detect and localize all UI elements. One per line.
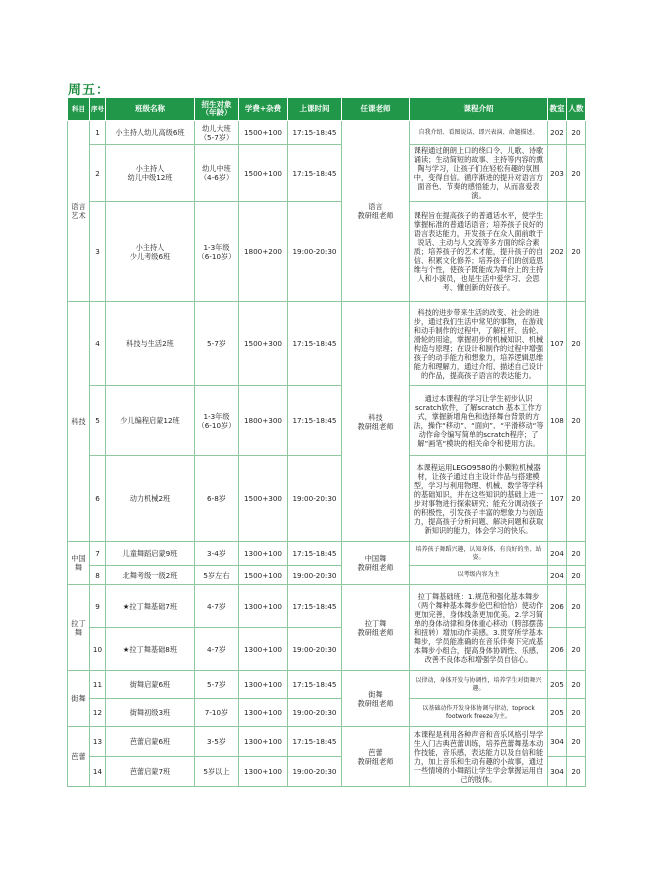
course-intro: 培养孩子舞蹈兴趣，认知身体，有良好的坐、站姿。: [410, 542, 548, 566]
class-name: 芭蕾启蒙7班: [106, 757, 195, 787]
class-count: 20: [567, 202, 586, 302]
class-room: 108: [548, 386, 567, 456]
row-no: 2: [90, 145, 106, 202]
class-room: 304: [548, 727, 567, 757]
class-room: 204: [548, 542, 567, 566]
class-target: 3-5岁: [195, 727, 239, 757]
row-no: 3: [90, 202, 106, 302]
table-row: [68, 456, 586, 542]
class-count: 20: [567, 121, 586, 145]
class-name: 小主持人幼儿高级6班: [106, 121, 195, 145]
course-intro: 以基础动作开发身体协调与律动，toprock footwork freeze为主。: [410, 699, 548, 727]
class-fee: 1300+100: [239, 671, 288, 699]
row-no: 4: [90, 302, 106, 386]
class-target: 4-7岁: [195, 628, 239, 671]
class-room: 304: [548, 757, 567, 787]
row-no: 7: [90, 542, 106, 566]
class-name: 少儿编程启蒙12班: [106, 386, 195, 456]
teacher-cell: 街舞 教研组老师: [342, 671, 410, 727]
header-room: 教室: [548, 98, 567, 121]
class-fee: 1800+300: [239, 386, 288, 456]
class-count: 20: [567, 699, 586, 727]
header-target: 招生对象 （年龄）: [195, 98, 239, 121]
class-target: 5-7岁: [195, 302, 239, 386]
class-count: 20: [567, 302, 586, 386]
teacher-cell: 拉丁舞 教研组老师: [342, 585, 410, 671]
course-intro: 拉丁舞基础班：1.规范和强化基本舞步（两个舞种基本舞步伦巴和恰恰）使动作更加完善，身体线条更加优美。2.学习简单的身体动律和身体重心移动（胯部摆荡和扭转）增加动作美感。3.贯穿所学基本舞步，学员能准确的在音乐伴奏下完成基本舞步小组合，提高身体协调性、乐感、改善不良体态和增强学员自信心。: [410, 585, 548, 671]
header-category: 科目: [68, 98, 90, 121]
class-target: 4-7岁: [195, 585, 239, 628]
teacher-cell: 芭蕾 教研组老师: [342, 727, 410, 787]
header-no: 序号: [90, 98, 106, 121]
row-no: 1: [90, 121, 106, 145]
class-count: 20: [567, 585, 586, 628]
class-time: 19:00-20:30: [288, 628, 342, 671]
table-row: [68, 121, 586, 145]
header-teacher: 任课老师: [342, 98, 410, 121]
class-name: 科技与生活2班: [106, 302, 195, 386]
course-schedule-table: [67, 97, 586, 787]
course-intro: 本课程运用LEGO9580的小颗粒机械器材，让孩子通过自主设计作品与搭建模型，学习与利用物理、机械、数学等学科的基础知识，并在这些知识的基础上进一步对事物进行探索研究；能充分调动孩子的积极性，引发孩子丰富的想象力与创造力，提高孩子分析问题、解决问题和获取新知识的能力，体会学习的快乐。: [410, 456, 548, 542]
class-fee: 1500+100: [239, 121, 288, 145]
header-row: [68, 98, 586, 121]
class-target: 幼儿中班 （4-6岁）: [195, 145, 239, 202]
class-name: 小主持人 幼儿中级12班: [106, 145, 195, 202]
class-room: 206: [548, 585, 567, 628]
row-no: 10: [90, 628, 106, 671]
table-row: [68, 302, 586, 386]
course-intro: 课程通过朗朗上口的绕口令、儿歌、诗歌诵读；生动简短的故事、主持等内容的熏陶与学习，让孩子们在轻松有趣的氛围中，变得自信。循序渐进的提升对语言方面音色、节奏的感悟能力，从而喜爱表演。: [410, 145, 548, 202]
row-no: 14: [90, 757, 106, 787]
class-fee: 1800+200: [239, 202, 288, 302]
class-target: 3-4岁: [195, 542, 239, 566]
class-target: 5岁以上: [195, 757, 239, 787]
class-target: 5-7岁: [195, 671, 239, 699]
table-row: [68, 585, 586, 628]
row-no: 5: [90, 386, 106, 456]
class-time: 17:15-18:45: [288, 121, 342, 145]
row-no: 9: [90, 585, 106, 628]
class-time: 19:00-20:30: [288, 456, 342, 542]
course-intro: 以考级内容为主: [410, 566, 548, 585]
class-count: 20: [567, 456, 586, 542]
class-name: 街舞初级3班: [106, 699, 195, 727]
header-intro: 课程介绍: [410, 98, 548, 121]
table-row: [68, 542, 586, 566]
class-name: 儿童舞蹈启蒙9班: [106, 542, 195, 566]
row-no: 12: [90, 699, 106, 727]
course-intro: 通过本课程的学习让学生初步认识scratch软件，了解scratch 基本工作方式，掌握新增角色和选择舞台背景的方法，操作“移动”、“面向”、“平滑移动“等动作命令编写简单的scratch程序；了解”画笔“模块的相关命令和使用方法。: [410, 386, 548, 456]
class-name: 小主持人 少儿考级6班: [106, 202, 195, 302]
class-count: 20: [567, 386, 586, 456]
class-time: 17:15-18:45: [288, 727, 342, 757]
table-row: [68, 566, 586, 585]
class-room: 205: [548, 671, 567, 699]
class-fee: 1300+100: [239, 542, 288, 566]
teacher-cell: 科技 教研组老师: [342, 302, 410, 542]
course-intro: 课程旨在提高孩子的普通话水平，使学生掌握标准的普通话语音；培养孩子良好的语言表达能力，开发孩子在众人面前敢于说话、主动与人交流等多方面的综合素质；培养孩子的艺术才能，提升孩子的自信、积累文化修养；培养孩子们的创造思维与个性，使孩子既能成为舞台上的主持人和小演员，也是生活中爱学习、会思考、懂创新的好孩子。: [410, 202, 548, 302]
class-name: 动力机械2班: [106, 456, 195, 542]
table-row: [68, 386, 586, 456]
table-row: [68, 671, 586, 699]
class-fee: 1500+300: [239, 302, 288, 386]
class-room: 206: [548, 628, 567, 671]
teacher-cell: 中国舞 教研组老师: [342, 542, 410, 585]
class-count: 20: [567, 727, 586, 757]
header-time: 上课时间: [288, 98, 342, 121]
class-target: 1-3年级 （6-10岁）: [195, 386, 239, 456]
course-intro: 科技的进步带来生活的改变、社会的进步，通过我们生活中常见的事物，在游戏和动手制作的过程中，了解杠杆、齿轮、滑轮的用途，掌握初步的机械知识、机械构造与原理；在设计和制作的过程中增强孩子的动手能力和想象力，培养逻辑思维能力和理解力，通过介绍、描述自己设计的作品，提高孩子语言的表达能力。: [410, 302, 548, 386]
class-room: 107: [548, 456, 567, 542]
class-fee: 1300+100: [239, 757, 288, 787]
class-room: 202: [548, 121, 567, 145]
class-room: 107: [548, 302, 567, 386]
header-fee: 学费+杂费: [239, 98, 288, 121]
class-time: 17:15-18:45: [288, 386, 342, 456]
category-cell: 科技: [68, 302, 90, 542]
header-count: 人数: [567, 98, 586, 121]
table-row: [68, 727, 586, 757]
row-no: 11: [90, 671, 106, 699]
class-time: 19:00-20:30: [288, 566, 342, 585]
row-no: 13: [90, 727, 106, 757]
class-name: 北舞考级一级2班: [106, 566, 195, 585]
table-row: [68, 145, 586, 202]
class-time: 19:00-20:30: [288, 202, 342, 302]
category-cell: 芭蕾: [68, 727, 90, 787]
class-fee: 1300+100: [239, 628, 288, 671]
class-name: ★拉丁舞基础7班: [106, 585, 195, 628]
class-time: 19:00-20:30: [288, 757, 342, 787]
class-fee: 1500+100: [239, 566, 288, 585]
class-count: 20: [567, 566, 586, 585]
class-room: 203: [548, 145, 567, 202]
class-time: 19:00-20:30: [288, 699, 342, 727]
category-cell: 拉丁 舞: [68, 585, 90, 671]
header-class-name: 班级名称: [106, 98, 195, 121]
category-cell: 街舞: [68, 671, 90, 727]
class-room: 205: [548, 699, 567, 727]
class-count: 20: [567, 145, 586, 202]
course-intro: 以律动，身体开发与协调性，培养学生对街舞兴趣。: [410, 671, 548, 699]
class-count: 20: [567, 757, 586, 787]
class-count: 20: [567, 542, 586, 566]
class-name: 街舞启蒙6班: [106, 671, 195, 699]
class-target: 1-3年级 （6-10岁）: [195, 202, 239, 302]
category-cell: 语言 艺术: [68, 121, 90, 302]
class-fee: 1300+100: [239, 699, 288, 727]
class-name: ★拉丁舞基础8班: [106, 628, 195, 671]
day-title: 周五：: [68, 83, 111, 98]
class-count: 20: [567, 671, 586, 699]
class-time: 17:15-18:45: [288, 585, 342, 628]
table-row: [68, 202, 586, 302]
course-intro: 自我介绍、看图说话、即兴表演、命题描述。: [410, 121, 548, 145]
class-time: 17:15-18:45: [288, 671, 342, 699]
row-no: 6: [90, 456, 106, 542]
class-target: 5岁左右: [195, 566, 239, 585]
class-target: 幼儿大班 （5-7岁）: [195, 121, 239, 145]
class-time: 17:15-18:45: [288, 145, 342, 202]
course-intro: 本课程是利用各种声音和音乐风格引导学生入门古典芭蕾训练，培养芭蕾舞基本动作技能，音乐感，表达能力以及自信和能力，加上音乐和生动有趣的小故事，通过一些情境的小舞蹈让学生学会掌握运用自己的肢体。: [410, 727, 548, 787]
class-time: 17:15-18:45: [288, 302, 342, 386]
category-cell: 中国 舞: [68, 542, 90, 585]
class-room: 204: [548, 566, 567, 585]
teacher-cell: 语言 教研组老师: [342, 121, 410, 302]
class-fee: 1300+100: [239, 727, 288, 757]
class-fee: 1300+100: [239, 585, 288, 628]
table-row: [68, 699, 586, 727]
row-no: 8: [90, 566, 106, 585]
class-count: 20: [567, 628, 586, 671]
class-room: 202: [548, 202, 567, 302]
class-target: 7-10岁: [195, 699, 239, 727]
class-fee: 1500+100: [239, 145, 288, 202]
class-target: 6-8岁: [195, 456, 239, 542]
class-fee: 1500+300: [239, 456, 288, 542]
class-time: 17:15-18:45: [288, 542, 342, 566]
class-name: 芭蕾启蒙6班: [106, 727, 195, 757]
